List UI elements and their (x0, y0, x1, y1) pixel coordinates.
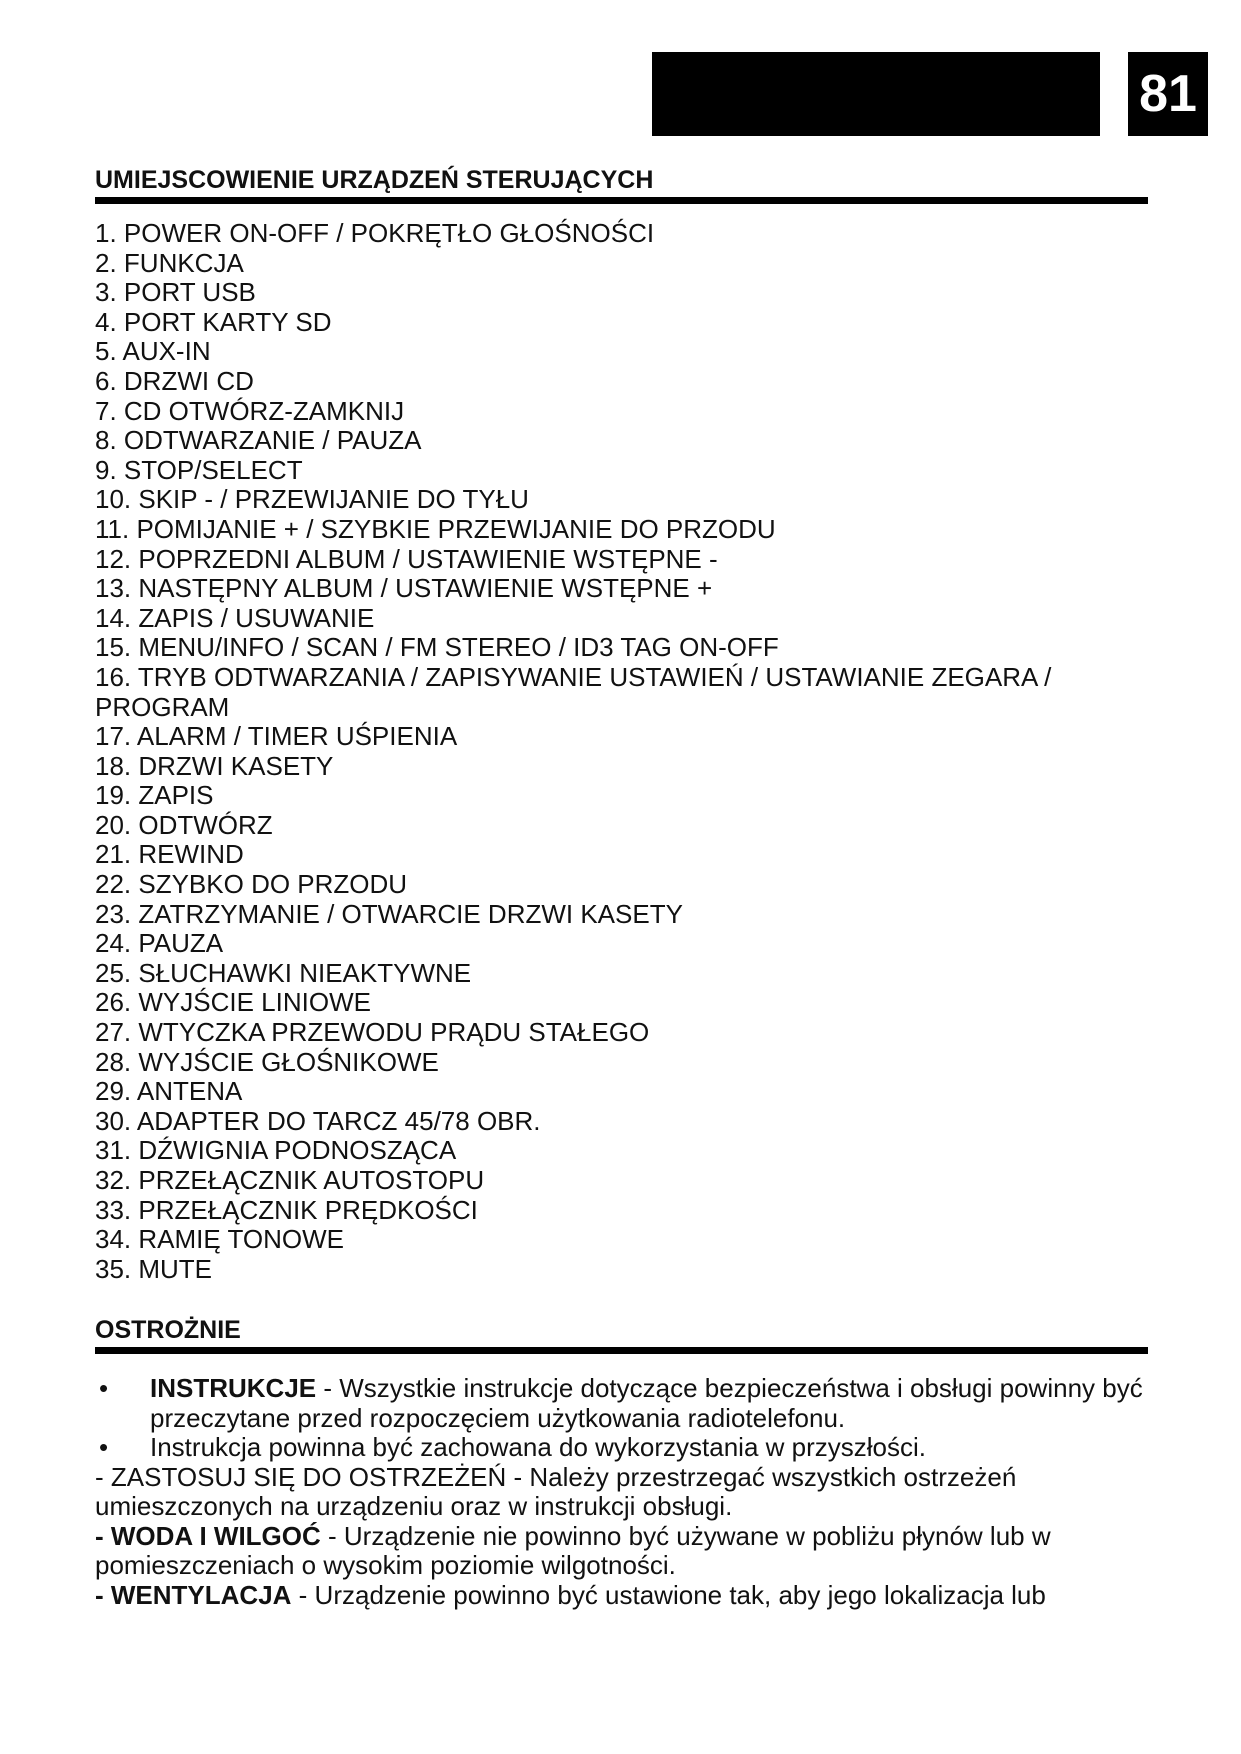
list-item: 17. ALARM / TIMER UŚPIENIA (95, 721, 458, 752)
list-item: 27. WTYCZKA PRZEWODU PRĄDU STAŁEGO (95, 1017, 650, 1048)
ventilation-paragraph (95, 1581, 1145, 1611)
warnings-paragraph: - ZASTOSUJ SIĘ DO OSTRZEŻEŃ - Należy przestrzegać wszystkich ostrzeżeń umieszczonych na urządzeniu oraz w instrukcji obsługi. (95, 1461, 1017, 1521)
list-item: 3. PORT USB (95, 277, 256, 308)
list-item: 8. ODTWARZANIE / PAUZA (95, 425, 422, 456)
caution-section-rule (95, 1347, 1148, 1354)
bullet-icon: • (99, 1373, 109, 1403)
list-item: 31. DŹWIGNIA PODNOSZĄCA (95, 1135, 457, 1166)
list-item: 11. POMIJANIE + / SZYBKIE PRZEWIJANIE DO PRZODU (95, 513, 776, 544)
caution-section-title: OSTROŻNIE (95, 1316, 241, 1344)
list-item: 12. POPRZEDNI ALBUM / USTAWIENIE WSTĘPNE - (95, 543, 718, 574)
controls-list (95, 219, 1145, 1284)
list-item: 6. DRZWI CD (95, 365, 254, 396)
list-item: 35. MUTE (95, 1253, 213, 1284)
bullet-icon: • (99, 1432, 109, 1462)
ventilation-label: - WENTYLACJA (95, 1579, 292, 1610)
list-item: 18. DRZWI KASETY (95, 750, 334, 781)
water-text: - Urządzenie nie powinno być używane w pobliżu płynów lub w pomieszczeniach o wysokim poziomie wilgotności. (95, 1520, 1051, 1580)
header-black-bar (652, 52, 1100, 136)
water-label: - WODA I WILGOĆ (95, 1520, 321, 1551)
list-item: 1. POWER ON-OFF / POKRĘTŁO GŁOŚNOŚCI (95, 218, 655, 248)
instructions-label: INSTRUKCJE (150, 1373, 317, 1403)
list-item: 2. FUNKCJA (95, 247, 244, 278)
caution-body (95, 1374, 1145, 1610)
page-number: 81 (1128, 52, 1208, 136)
list-item: 24. PAUZA (95, 928, 224, 959)
list-item: 7. CD OTWÓRZ-ZAMKNIJ (95, 395, 405, 426)
list-item: 16. TRYB ODTWARZANIA / ZAPISYWANIE USTAWIEŃ / USTAWIANIE ZEGARA / PROGRAM (95, 661, 1052, 722)
controls-section-title: UMIEJSCOWIENIE URZĄDZEŃ STERUJĄCYCH (95, 166, 654, 194)
list-item: 20. ODTWÓRZ (95, 809, 273, 840)
list-item: 32. PRZEŁĄCZNIK AUTOSTOPU (95, 1165, 485, 1195)
instructions-bullet (95, 1374, 1145, 1433)
list-item: 22. SZYBKO DO PRZODU (95, 869, 408, 900)
keep-instructions-text: Instrukcja powinna być zachowana do wykorzystania w przyszłości. (150, 1432, 927, 1462)
list-item: 19. ZAPIS (95, 780, 214, 811)
list-item: 26. WYJŚCIE LINIOWE (95, 987, 371, 1018)
list-item: 34. RAMIĘ TONOWE (95, 1224, 344, 1255)
controls-section-rule (95, 197, 1148, 204)
list-item: 25. SŁUCHAWKI NIEAKTYWNE (95, 957, 472, 988)
list-item: 15. MENU/INFO / SCAN / FM STEREO / ID3 TAG ON-OFF (95, 632, 779, 663)
list-item: 29. ANTENA (95, 1076, 243, 1107)
water-paragraph (95, 1522, 1145, 1581)
list-item: 21. REWIND (95, 839, 244, 870)
ventilation-text: - Urządzenie powinno być ustawione tak, aby jego lokalizacja lub (291, 1579, 1046, 1610)
instructions-text: - Wszystkie instrukcje dotyczące bezpieczeństwa i obsługi powinny być przeczytane przed rozpoczęciem użytkowania radiotelefonu. (150, 1373, 1143, 1433)
list-item: 5. AUX-IN (95, 336, 211, 367)
list-item: 30. ADAPTER DO TARCZ 45/78 OBR. (95, 1105, 541, 1136)
list-item: 10. SKIP - / PRZEWIJANIE DO TYŁU (95, 484, 529, 515)
list-item: 23. ZATRZYMANIE / OTWARCIE DRZWI KASETY (95, 898, 683, 929)
list-item: 14. ZAPIS / USUWANIE (95, 602, 375, 633)
keep-instructions-bullet (95, 1433, 1145, 1463)
list-item: 33. PRZEŁĄCZNIK PRĘDKOŚCI (95, 1194, 478, 1225)
list-item: 9. STOP/SELECT (95, 454, 303, 485)
list-item: 28. WYJŚCIE GŁOŚNIKOWE (95, 1046, 439, 1077)
list-item: 13. NASTĘPNY ALBUM / USTAWIENIE WSTĘPNE + (95, 573, 713, 604)
list-item: 4. PORT KARTY SD (95, 306, 332, 337)
